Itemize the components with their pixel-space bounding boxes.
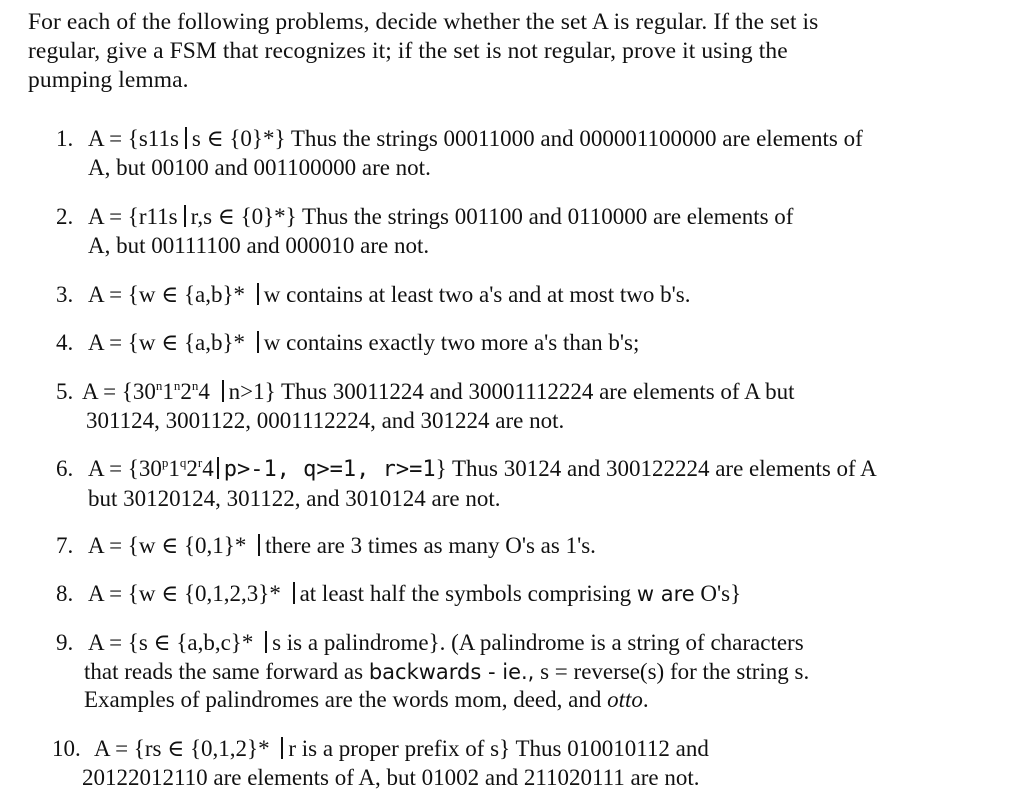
problem-7 [56, 532, 996, 561]
condition-text: w contains exactly two more a's than b's; [263, 330, 640, 355]
set-definition-part: 4 [202, 456, 214, 481]
example-text: A, but 00100 and 001100000 are not. [88, 154, 431, 180]
condition-text-w: w are [636, 582, 695, 606]
set-definition: A = {w ∈ {a,b}* [88, 282, 251, 307]
condition-text: n>1} Thus 30011224 and 30001112224 are elements of A but [228, 379, 795, 404]
condition-text: s is a palindrome}. (A palindrome is a string of characters [272, 630, 804, 655]
problem-number: 8. [56, 581, 74, 606]
such-that-bar [258, 534, 260, 556]
set-definition: A = {s11s [88, 126, 179, 151]
such-that-bar [217, 457, 219, 479]
set-definition-part: 1 [162, 379, 174, 404]
intro-line-3: pumping lemma. [28, 67, 189, 93]
set-definition: A = {rs ∈ {0,1,2}* [94, 736, 276, 761]
explanation-text: that reads the same forward as [84, 658, 369, 684]
set-definition: A = {w ∈ {0,1}* [88, 533, 253, 558]
set-definition-part: 2 [180, 379, 192, 404]
examples-text: Examples of palindromes are the words mom, deed, and [84, 687, 608, 712]
examples-end: . [642, 687, 649, 712]
example-text: but 30120124, 301122, and 3010124 are not. [88, 485, 501, 511]
set-definition: A = {w ∈ {0,1,2,3}* [88, 581, 287, 606]
problem-1 [56, 125, 996, 182]
condition-constraints: p>-1, q>=1, r>=1 [223, 457, 436, 482]
condition-text: r is a proper prefix of s} Thus 010010112 and [288, 736, 709, 761]
such-that-bar [265, 631, 267, 653]
such-that-bar [293, 582, 295, 604]
set-definition: A = {s ∈ {a,b,c}* [88, 630, 260, 655]
condition-text: s ∈ {0}*} Thus the strings 00011000 and 000001100000 are elements of [191, 126, 863, 151]
superscript: r [197, 455, 203, 470]
example-text: 20122012110 are elements of A, but 01002 and 211020111 are not. [82, 764, 700, 790]
example-text: 301124, 3001122, 0001112224, and 301224 are not. [86, 407, 565, 433]
problem-number: 7. [56, 533, 74, 558]
problem-9 [56, 629, 996, 715]
superscript: p [161, 455, 169, 470]
problem-10 [52, 735, 992, 792]
problem-number: 4. [56, 330, 74, 355]
explanation-text-sans: backwards - ie., [368, 659, 535, 684]
set-definition: A = {30 [82, 379, 156, 404]
condition-text: } Thus 30124 and 300122224 are elements of A [435, 456, 877, 481]
such-that-bar [281, 737, 283, 759]
intro-line-1: For each of the following problems, decide whether the set A is regular. If the set is [28, 9, 819, 35]
set-definition-part: 4 [198, 379, 216, 404]
set-definition-part: 1 [168, 456, 180, 481]
problem-8 [56, 580, 996, 609]
set-definition: A = {30 [88, 456, 162, 481]
set-definition: A = {r11s [88, 204, 178, 229]
such-that-bar [257, 283, 259, 305]
intro-paragraph [28, 8, 908, 95]
problem-5 [56, 378, 996, 435]
problem-number: 1. [56, 126, 74, 151]
such-that-bar [185, 127, 187, 149]
such-that-bar [184, 205, 186, 227]
problem-number: 3. [56, 282, 74, 307]
such-that-bar [222, 380, 224, 402]
example-text: A, but 00111100 and 000010 are not. [88, 232, 430, 258]
condition-text: at least half the symbols comprising [299, 581, 637, 606]
superscript: n [155, 378, 163, 393]
condition-text: w contains at least two a's and at most two b's. [263, 282, 691, 307]
such-that-bar [257, 331, 259, 353]
example-word-otto: otto [607, 687, 643, 712]
problem-number: 2. [56, 204, 74, 229]
problem-number: 9. [56, 630, 74, 655]
problem-number: 10. [52, 736, 81, 761]
superscript: q [179, 455, 187, 470]
set-definition: A = {w ∈ {a,b}* [88, 330, 251, 355]
condition-text-end: O's} [694, 581, 742, 606]
problem-3 [56, 281, 996, 310]
set-definition-part: 2 [186, 456, 198, 481]
intro-line-2: regular, give a FSM that recognizes it; if the set is not regular, prove it using the [28, 38, 788, 64]
superscript: n [191, 378, 199, 393]
explanation-text-end: s = reverse(s) for the string s. [534, 658, 810, 684]
problem-4 [56, 329, 996, 358]
problem-number: 6. [56, 456, 74, 481]
problem-number: 5. [56, 379, 74, 404]
condition-text: there are 3 times as many O's as 1's. [265, 533, 596, 558]
superscript: n [173, 378, 181, 393]
condition-text: r,s ∈ {0}*} Thus the strings 001100 and 0110000 are elements of [190, 204, 794, 229]
problem-2 [56, 203, 996, 260]
problem-6 [56, 455, 1016, 513]
